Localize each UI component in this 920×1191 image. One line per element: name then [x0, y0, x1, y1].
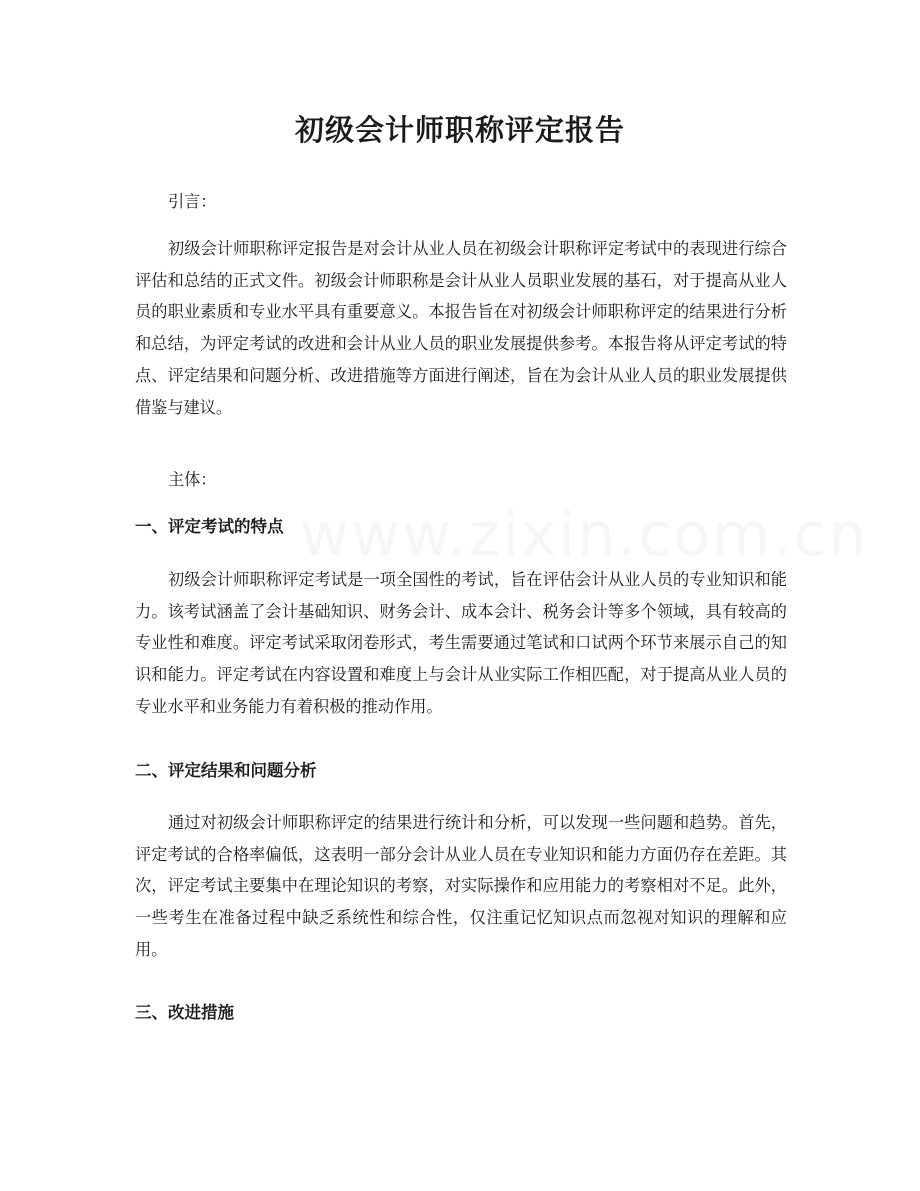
section-paragraph-2: 通过对初级会计师职称评定的结果进行统计和分析，可以发现一些问题和趋势。首先，评定考试的合格率偏低，这表明一部分会计从业人员在专业知识和能力方面仍存在差距。其次，评定考试主要集中在理论知识的考察，对实际操作和应用能力的考察相对不足。此外，一些考生在准备过程中缺乏系统性和综合性，仅注重记忆知识点而忽视对知识的理解和应用。 [135, 813, 787, 959]
intro-label: 引言： [168, 192, 217, 211]
body-label: 主体： [168, 470, 217, 489]
watermark [300, 500, 700, 570]
section-heading-3: 三、改进措施 [135, 1003, 234, 1022]
page-title: 初级会计师职称评定报告 [294, 113, 625, 147]
section-paragraph-1: 初级会计师职称评定考试是一项全国性的考试，旨在评估会计从业人员的专业知识和能力。该考试涵盖了会计基础知识、财务会计、成本会计、税务会计等多个领域，具有较高的专业性和难度。评定考试采取闭卷形式，考生需要通过笔试和口试两个环节来展示自己的知识和能力。评定考试在内容设置和难度上与会计从业实际工作相匹配，对于提高从业人员的专业水平和业务能力有着积极的推动作用。 [135, 570, 787, 716]
section-heading-2: 二、评定结果和问题分析 [135, 761, 317, 780]
section-heading-1: 一、评定考试的特点 [135, 517, 284, 536]
intro-paragraph: 初级会计师职称评定报告是对会计从业人员在初级会计职称评定考试中的表现进行综合评估和总结的正式文件。初级会计师职称是会计从业人员职业发展的基石，对于提高从业人员的职业素质和专业水平具有重要意义。本报告旨在对初级会计师职称评定的结果进行分析和总结，为评定考试的改进和会计从业人员的职业发展提供参考。本报告将从评定考试的特点、评定结果和问题分析、改进措施等方面进行阐述，旨在为会计从业人员的职业发展提供借鉴与建议。 [135, 239, 787, 417]
